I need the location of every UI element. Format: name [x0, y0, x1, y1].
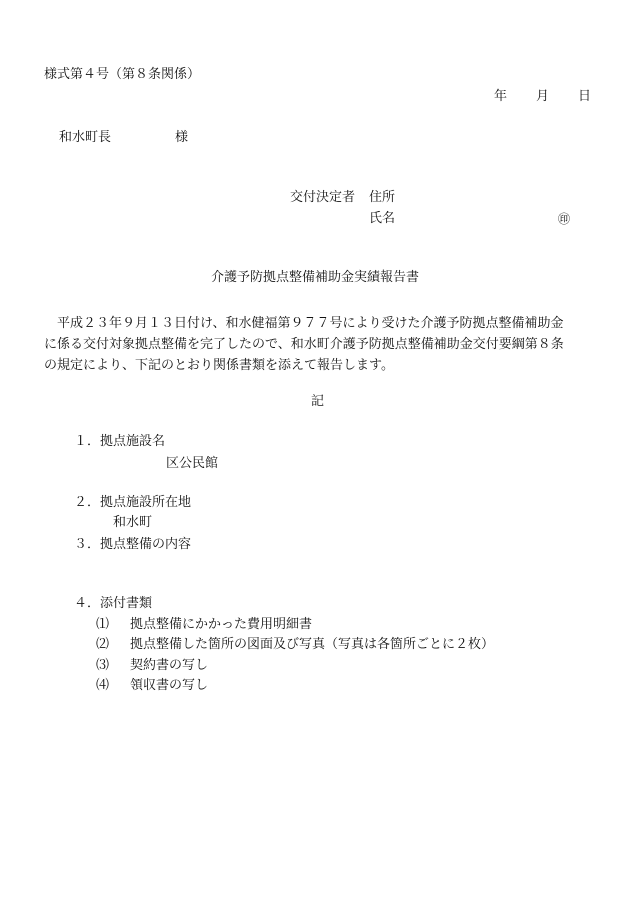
seal-mark: ㊞ — [558, 212, 571, 226]
name-label: 氏名 — [369, 211, 396, 226]
attachment-text: 拠点整備した箇所の図面及び写真（写真は各箇所ごとに２枚） — [130, 637, 495, 652]
attachment-item — [96, 658, 208, 674]
body-paragraph — [44, 313, 596, 376]
item-facility-location-value: 和水町 — [113, 515, 153, 530]
item-label: 添付書類 — [100, 596, 153, 611]
body-line: 平成２３年９月１３日付け、和水健福第９７７号により受けた介護予防拠点整備補助金 — [44, 316, 564, 331]
date-year-label: 年 — [494, 89, 508, 104]
attachment-item — [96, 637, 494, 653]
body-line: の規定により、下記のとおり関係書類を添えて報告します。 — [44, 358, 394, 373]
attachment-number: ⑶ — [96, 658, 110, 673]
item-number: ２． — [74, 495, 101, 510]
addressee-name: 和水町長 — [59, 130, 112, 145]
item-number: ４． — [74, 596, 101, 611]
form-number: 様式第４号（第８条関係） — [44, 67, 201, 82]
attachment-text: 領収書の写し — [130, 678, 209, 693]
attachment-item — [96, 617, 312, 633]
item-facility-name — [74, 434, 165, 450]
item-number: １． — [74, 434, 101, 449]
addressee-honorific: 様 — [175, 130, 189, 145]
addressee — [59, 130, 188, 146]
address-label: 住所 — [369, 190, 396, 205]
attachment-item — [96, 678, 208, 694]
item-label: 拠点施設所在地 — [100, 495, 192, 510]
item-label: 拠点施設名 — [100, 434, 166, 449]
attachment-number: ⑴ — [96, 617, 110, 632]
attachment-number: ⑷ — [96, 678, 110, 693]
item-attachments — [74, 596, 152, 612]
document-title: 介護予防拠点整備補助金実績報告書 — [211, 270, 420, 285]
attachment-text: 契約書の写し — [130, 658, 209, 673]
date-line — [494, 89, 591, 105]
body-line: に係る交付対象拠点整備を完了したので、和水町介護予防拠点整備補助金交付要綱第８条 — [44, 337, 564, 352]
ki-heading: 記 — [311, 394, 325, 409]
date-month-label: 月 — [536, 89, 550, 104]
item-facility-name-value: 区公民館 — [166, 456, 219, 471]
date-day-label: 日 — [578, 89, 592, 104]
item-number: ３． — [74, 537, 101, 552]
attachment-number: ⑵ — [96, 637, 110, 652]
attachment-text: 拠点整備にかかった費用明細書 — [130, 617, 313, 632]
item-facility-location — [74, 495, 191, 511]
item-label: 拠点整備の内容 — [100, 537, 192, 552]
applicant-label: 交付決定者 — [290, 190, 356, 205]
item-maintenance-content — [74, 537, 191, 553]
